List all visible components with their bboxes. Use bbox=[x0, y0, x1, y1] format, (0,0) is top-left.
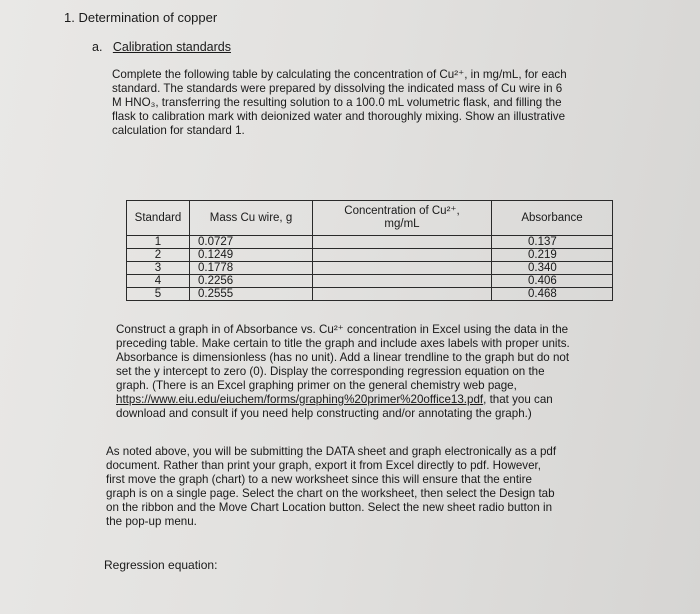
table-row bbox=[127, 262, 613, 275]
cell-mass: 0.2555 bbox=[190, 288, 313, 301]
intro-line: Complete the following table by calculating the concentration of Cu²⁺, in mg/mL, for each bbox=[112, 68, 567, 81]
header-concentration bbox=[313, 201, 492, 236]
cell-concentration[interactable] bbox=[313, 288, 492, 301]
cell-absorbance: 0.219 bbox=[492, 249, 613, 262]
submit-line: As noted above, you will be submitting the DATA sheet and graph electronically as a pdf bbox=[106, 445, 557, 458]
intro-line: calculation for standard 1. bbox=[112, 124, 245, 137]
calibration-table bbox=[126, 200, 613, 301]
link-suffix: , that you can bbox=[483, 393, 553, 406]
graph-line: graph. (There is an Excel graphing primer on the general chemistry web page, bbox=[116, 379, 517, 392]
table-row bbox=[127, 275, 613, 288]
cell-absorbance: 0.137 bbox=[492, 236, 613, 249]
regression-equation-label: Regression equation: bbox=[104, 558, 218, 572]
intro-line: M HNO₃, transferring the resulting solution to a 100.0 mL volumetric flask, and filling the bbox=[112, 96, 562, 109]
submit-line: on the ribbon and the Move Chart Location button. Select the new sheet radio button in bbox=[106, 501, 553, 514]
graph-line: set the y intercept to zero (0). Display the corresponding regression equation on the bbox=[116, 365, 545, 378]
header-mass: Mass Cu wire, g bbox=[190, 201, 313, 236]
subsection-heading bbox=[92, 40, 231, 54]
cell-absorbance: 0.340 bbox=[492, 262, 613, 275]
cell-standard: 3 bbox=[127, 262, 190, 275]
header-concentration-line1: Concentration of Cu²⁺, bbox=[344, 205, 460, 217]
section-heading: 1. Determination of copper bbox=[64, 10, 218, 25]
cell-mass: 0.2256 bbox=[190, 275, 313, 288]
cell-concentration[interactable] bbox=[313, 249, 492, 262]
graph-link-line bbox=[116, 393, 570, 407]
cell-concentration[interactable] bbox=[313, 275, 492, 288]
cell-standard: 5 bbox=[127, 288, 190, 301]
cell-standard: 2 bbox=[127, 249, 190, 262]
header-standard: Standard bbox=[127, 201, 190, 236]
cell-absorbance: 0.406 bbox=[492, 275, 613, 288]
graph-instructions bbox=[116, 323, 570, 421]
table-row bbox=[127, 288, 613, 301]
header-absorbance: Absorbance bbox=[492, 201, 613, 236]
cell-absorbance: 0.468 bbox=[492, 288, 613, 301]
cell-mass: 0.0727 bbox=[190, 236, 313, 249]
graph-line: Absorbance is dimensionless (has no unit). Add a linear trendline to the graph but do not bbox=[116, 351, 570, 364]
cell-concentration[interactable] bbox=[313, 262, 492, 275]
cell-mass: 0.1778 bbox=[190, 262, 313, 275]
intro-line: standard. The standards were prepared by dissolving the indicated mass of Cu wire in 6 bbox=[112, 82, 563, 95]
table-row bbox=[127, 249, 613, 262]
graphing-primer-link[interactable]: https://www.eiu.edu/eiuchem/forms/graphing%20primer%20office13.pdf bbox=[116, 393, 484, 406]
intro-line: flask to calibration mark with deionized water and thoroughly mixing. Show an illustrative bbox=[112, 110, 566, 123]
graph-line: preceding table. Make certain to title the graph and include axes labels with proper units. bbox=[116, 337, 570, 350]
table-row bbox=[127, 236, 613, 249]
cell-concentration[interactable] bbox=[313, 236, 492, 249]
submit-line: document. Rather than print your graph, export it from Excel directly to pdf. However, bbox=[106, 459, 541, 472]
cell-standard: 4 bbox=[127, 275, 190, 288]
table-header-row bbox=[127, 201, 613, 236]
intro-paragraph bbox=[112, 68, 567, 138]
submit-line: graph is on a single page. Select the chart on the worksheet, then select the Design tab bbox=[106, 487, 555, 500]
cell-mass: 0.1249 bbox=[190, 249, 313, 262]
cell-standard: 1 bbox=[127, 236, 190, 249]
graph-line: download and consult if you need help constructing and/or annotating the graph.) bbox=[116, 407, 532, 420]
submit-line: the pop-up menu. bbox=[106, 515, 197, 528]
subsection-title: Calibration standards bbox=[112, 40, 231, 54]
submit-line: first move the graph (chart) to a new worksheet since this will ensure that the entire bbox=[106, 473, 532, 486]
subsection-marker: a. bbox=[92, 40, 103, 54]
submission-instructions bbox=[106, 445, 556, 529]
graph-line: Construct a graph in of Absorbance vs. Cu²⁺ concentration in Excel using the data in the bbox=[116, 323, 569, 336]
header-concentration-line2: mg/mL bbox=[384, 218, 420, 230]
